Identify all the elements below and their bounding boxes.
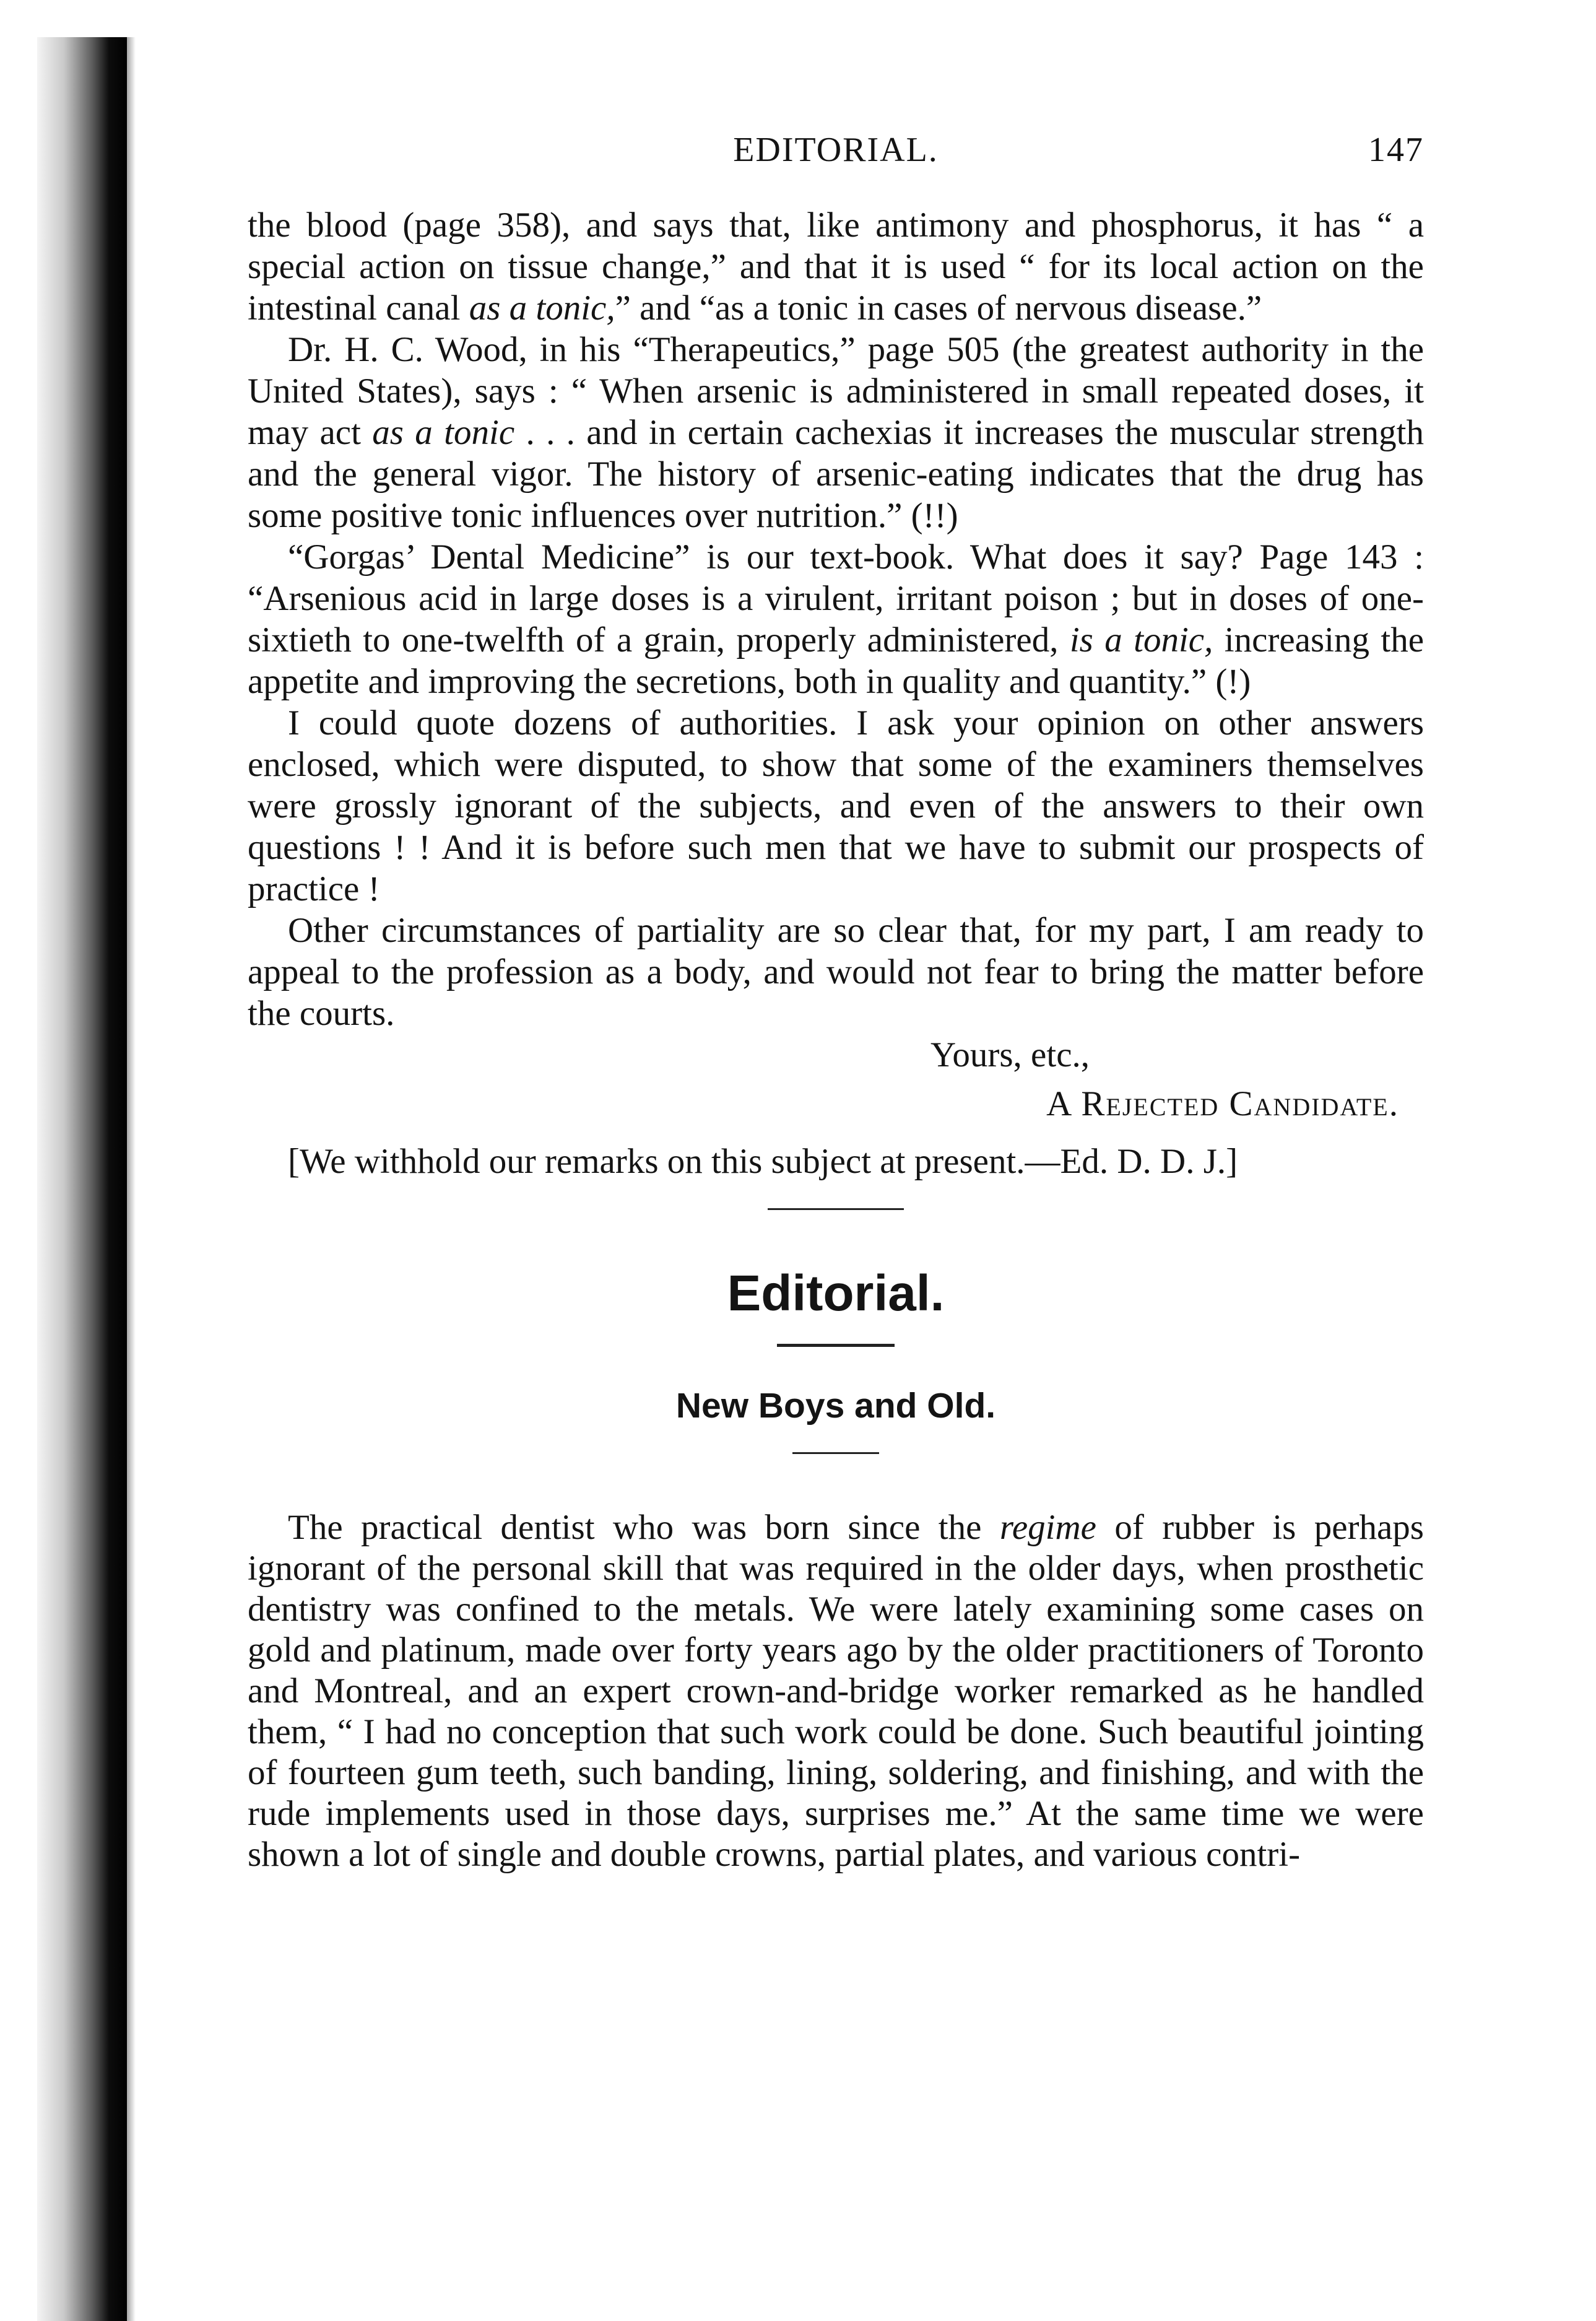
text-run: The practical dentist who was born since the: [288, 1508, 1000, 1547]
editorial-paragraph: [248, 1507, 1424, 1875]
running-head: [248, 124, 1424, 167]
text-run: Other circumstances of partiality are so clear that, for my part, I am ready to appeal to the profession as a body, and would not fear to bring the matter before the courts.: [248, 911, 1424, 1033]
italic-run: is a tonic,: [1069, 621, 1213, 660]
book-spine-shadow: [37, 37, 127, 2321]
text-run: . . . and in certain cachexias it increases the muscular strength and the general vigor. The history of arsenic-eating indicates that the drug has some positive tonic influences over nutrition.” (!!): [248, 413, 1424, 535]
letter-paragraph: [248, 910, 1424, 1034]
text-run: “Gorgas’ Dental Medicine” is our text-book. What does it say? Page 143 : “Arsenious acid in large doses is a virulent, irritant poison ; but in doses of one-sixtieth to one-twelfth of a grain, properly administered,: [248, 538, 1424, 660]
letter-signature: A Rejected Candidate.: [1046, 1084, 1399, 1123]
article-title: New Boys and Old.: [675, 1386, 996, 1426]
letter-paragraph: [248, 702, 1424, 910]
page-number: 147: [1368, 131, 1424, 169]
text-run: increasing the appetite and improving the secretions, both in quality and quantity.” (!): [248, 621, 1424, 701]
letter-paragraph: [248, 329, 1424, 536]
heading-rule: [777, 1344, 895, 1347]
title-rule: [792, 1452, 879, 1454]
gutter-shadow: [127, 37, 136, 2321]
text-run: of rubber is perhaps ignorant of the personal skill that was required in the older days, when prosthetic dentistry was confined to the metals. We were lately examining some cases on gold and platinum, made over forty years ago by the older practitioners of Toronto and Montreal, and an expert crown-and-bridge worker remarked as he handled them, “ I had no conception that such work could be done. Such beautiful jointing of fourteen gum teeth, such banding, lining, soldering, and finishing, and with the rude implements used in those days, surprises me.” At the same time we were shown a lot of single and double crowns, partial plates, and various contri-: [248, 1508, 1424, 1874]
letter-body: [248, 204, 1424, 1034]
text-run: I could quote dozens of authorities. I ask your opinion on other answers enclosed, which were disputed, to show that some of the examiners themselves were grossly ignorant of the subjects, and even of the answers to their own questions ! ! And it is before such men that we have to submit our prospects of practice !: [248, 703, 1424, 908]
italic-run: regime: [999, 1508, 1096, 1547]
section-divider: [768, 1208, 904, 1210]
letter-paragraph: [248, 536, 1424, 702]
text-run: Dr. H. C. Wood, in his “Therapeutics,” page 505 (the greatest authority in the United States), says : “ When arsenic is administered in small repeated doses, it may act: [248, 330, 1424, 452]
editor-note: [We withhold our remarks on this subject at present.—Ed. D. D. J.]: [288, 1142, 1238, 1181]
page: [248, 124, 1424, 1875]
text-run: the blood (page 358), and says that, like antimony and phosphorus, it has “ a special action on tissue change,” and that it is used “ for its local action on the intestinal canal: [248, 206, 1424, 328]
editorial-body: [248, 1507, 1424, 1875]
letter-paragraph: [248, 204, 1424, 329]
text-run: ” and “as a tonic in cases of nervous disease.”: [615, 289, 1262, 328]
letter-signoff: Yours, etc.,: [930, 1035, 1090, 1074]
section-heading: Editorial.: [727, 1265, 945, 1322]
italic-run: as a tonic: [372, 413, 515, 452]
running-head-title: EDITORIAL.: [733, 131, 939, 169]
italic-run: as a tonic,: [469, 289, 615, 328]
